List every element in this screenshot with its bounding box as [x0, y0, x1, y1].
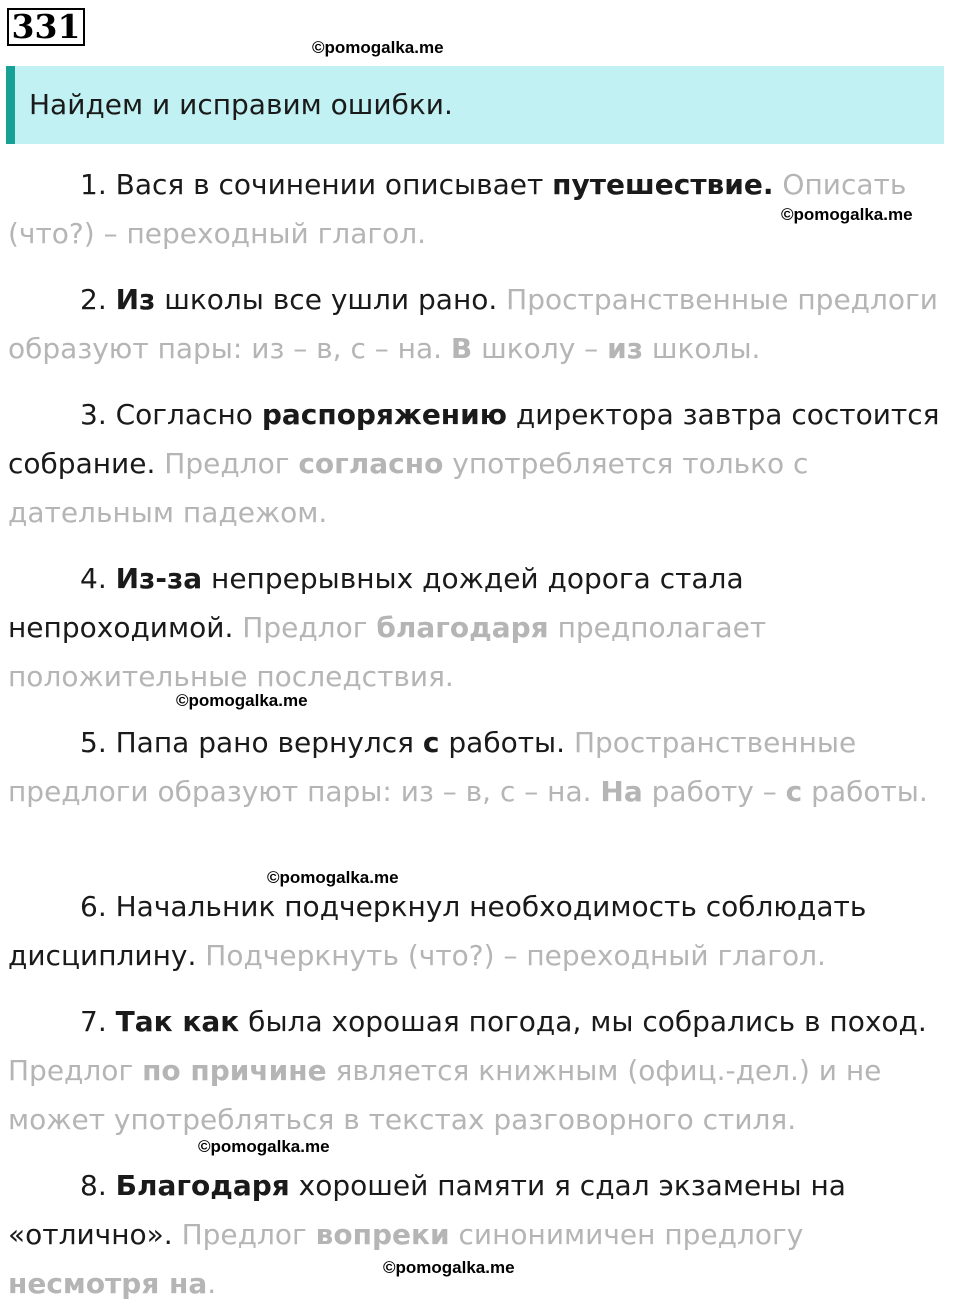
watermark: ©pomogalka.me [781, 205, 913, 224]
list-item: 5. Папа рано вернулся с работы. Пространственные предлоги образуют пары: из – в, с – на. На работу – с работы. [8, 726, 928, 808]
page-title: Найдем и исправим ошибки. [29, 88, 453, 121]
list-item: 3. Согласно распоряжению директора завтра состоится собрание. Предлог согласно употребляется только с дательным падежом. [8, 398, 940, 529]
watermark: ©pomogalka.me [176, 691, 308, 710]
list-item: 7. Так как была хорошая погода, мы собрались в поход. Предлог по причине является книжным (офиц.-дел.) и не может употребляться в текстах разговорного стиля. [8, 1005, 927, 1136]
task-number: 331 [7, 8, 85, 46]
list-item: 6. Начальник подчеркнул необходимость соблюдать дисциплину. Подчеркнуть (что?) – переходный глагол. [8, 890, 867, 972]
watermark: ©pomogalka.me [198, 1137, 330, 1156]
watermark: ©pomogalka.me [312, 38, 444, 57]
list-item: 4. Из-за непрерывных дождей дорога стала непроходимой. Предлог благодаря предполагает положительные последствия. [8, 562, 767, 693]
watermark: ©pomogalka.me [383, 1258, 515, 1277]
list-item: 2. Из школы все ушли рано. Пространственные предлоги образуют пары: из – в, с – на. В школу – из школы. [8, 283, 938, 365]
task-header [6, 66, 944, 144]
list-item: 8. Благодаря хорошей памяти я сдал экзамены на «отлично». Предлог вопреки синонимичен предлогу несмотря на. [8, 1169, 846, 1300]
list-item: 1. Вася в сочинении описывает путешествие. Описать (что?) – переходный глагол. [8, 168, 907, 250]
watermark: ©pomogalka.me [267, 868, 399, 887]
